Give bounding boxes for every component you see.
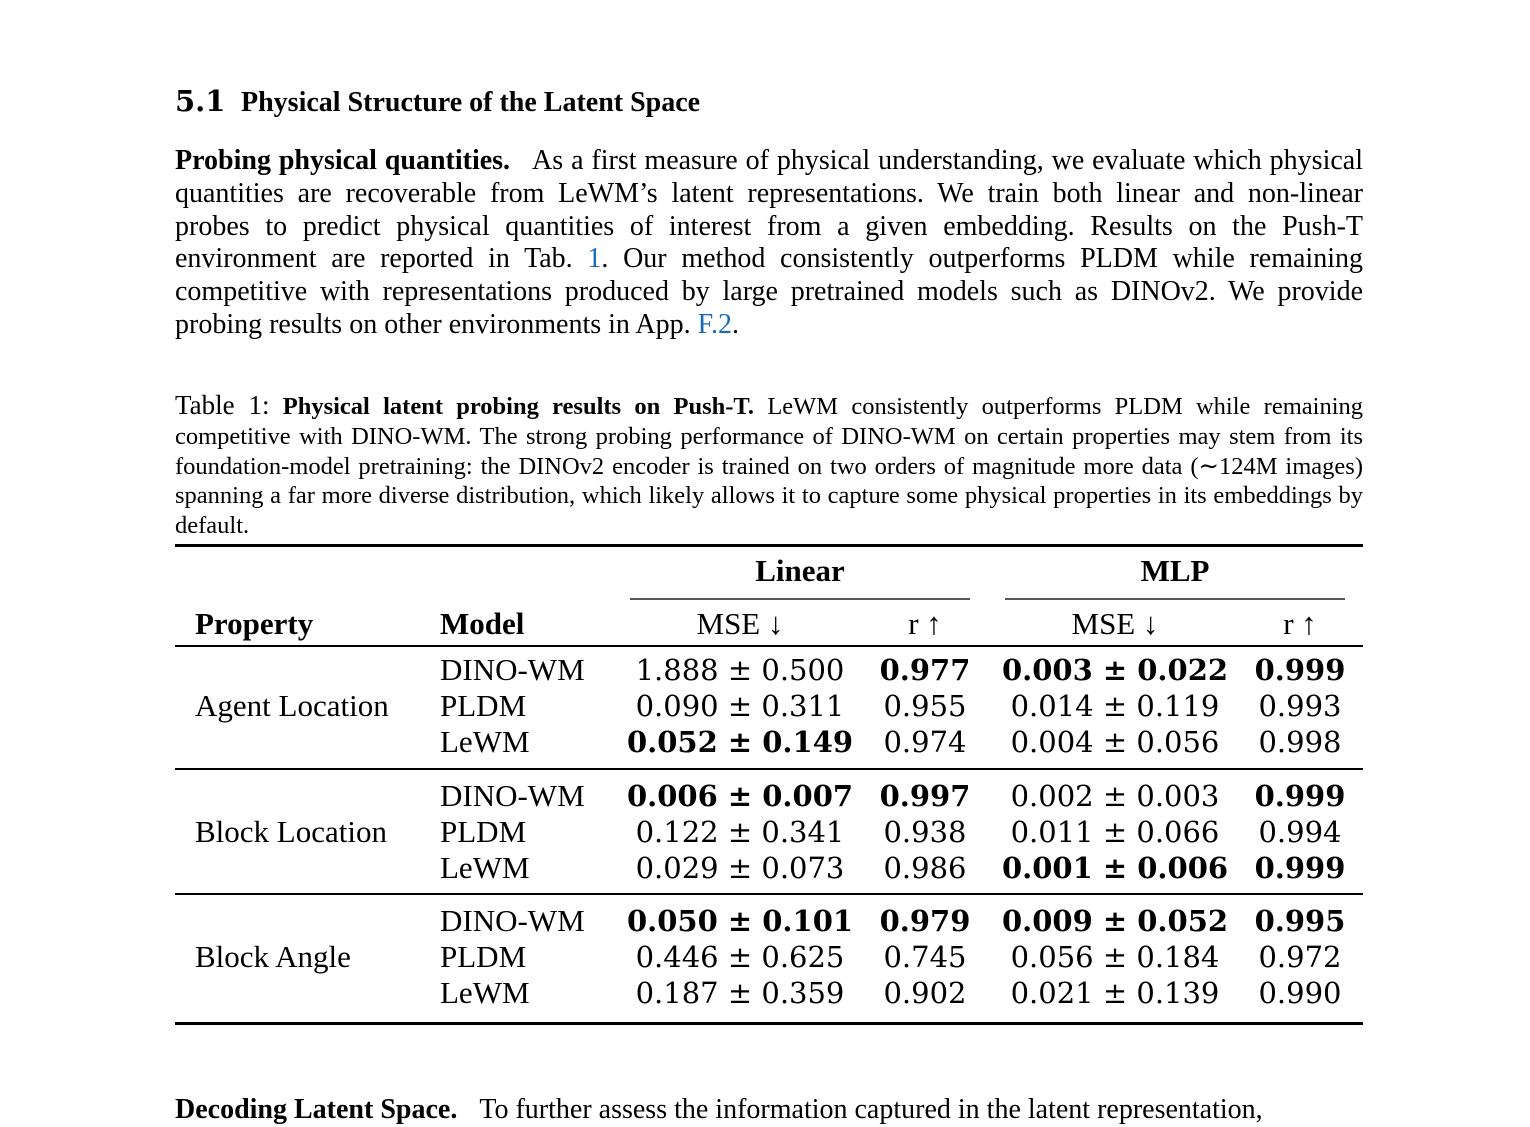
lin-r-cell: 0.902 (883, 976, 967, 1010)
caption-label: Table 1: (175, 390, 270, 420)
table-bottom-rule (175, 1022, 1363, 1025)
mlp-r-cell: 0.999 (1254, 653, 1346, 687)
mlp-mse-cell: 0.021 ± 0.139 (1010, 976, 1220, 1010)
lin-r-cell: 0.974 (883, 725, 967, 759)
model-cell: PLDM (440, 688, 527, 723)
mlp-mse-cell: 0.004 ± 0.056 (1010, 725, 1220, 759)
table-ref-link[interactable]: 1 (587, 243, 602, 275)
paragraph-text: To further assess the information captured in the latent representation, (479, 1094, 1263, 1125)
paragraph-lead: Probing physical quantities. (175, 145, 511, 176)
mlp-r-cell: 0.994 (1258, 815, 1342, 849)
table-top-rule (175, 544, 1363, 547)
linear-cmidrule (630, 598, 970, 600)
mlp-mse-cell: 0.056 ± 0.184 (1010, 940, 1220, 974)
results-table (175, 544, 1363, 1027)
lin-mse-cell: 0.050 ± 0.101 (626, 904, 854, 938)
paragraph-probing (175, 145, 1363, 342)
mlp-cmidrule (1005, 598, 1345, 600)
model-cell: LeWM (440, 975, 530, 1010)
header-group-mlp: MLP (1140, 553, 1210, 588)
mlp-r-cell: 0.998 (1258, 725, 1342, 759)
property-cell: Block Angle (195, 939, 351, 974)
header-mlp-r: r ↑ (1283, 606, 1317, 641)
mlp-mse-cell: 0.002 ± 0.003 (1010, 779, 1220, 813)
model-cell: PLDM (440, 939, 527, 974)
mlp-r-cell: 0.993 (1258, 689, 1342, 723)
property-cell: Agent Location (195, 688, 389, 723)
property-cell: Block Location (195, 814, 387, 849)
mlp-r-cell: 0.999 (1254, 779, 1346, 813)
table-caption (175, 391, 1363, 541)
lin-mse-cell: 0.006 ± 0.007 (626, 779, 854, 813)
lin-r-cell: 0.977 (879, 653, 971, 687)
lin-r-cell: 0.745 (883, 940, 967, 974)
paragraph-text: As a first measure of physical understanding, we evaluate which physical quantities are recoverable from LeWM’s latent representations. We train both linear and non-linear probes to predict physical quantities of interest from a given embedding. Results on the Push-T environment are reported in Tab. (175, 145, 1363, 275)
lin-mse-cell: 0.446 ± 0.625 (635, 940, 845, 974)
appendix-ref-link[interactable]: F.2 (697, 308, 732, 340)
header-linear-r: r ↑ (908, 606, 942, 641)
lin-r-cell: 0.997 (879, 779, 971, 813)
model-cell: DINO-WM (440, 652, 585, 687)
lin-mse-cell: 0.090 ± 0.311 (635, 689, 845, 723)
lin-r-cell: 0.955 (883, 689, 967, 723)
group-separator-rule (175, 768, 1363, 770)
caption-title: Physical latent probing results on Push-T. (282, 393, 755, 420)
section-title: Physical Structure of the Latent Space (241, 87, 701, 118)
lin-mse-cell: 0.122 ± 0.341 (635, 815, 845, 849)
model-cell: DINO-WM (440, 903, 585, 938)
lin-r-cell: 0.979 (879, 904, 971, 938)
header-group-linear: Linear (755, 553, 845, 588)
paragraph-lead: Decoding Latent Space. (175, 1094, 458, 1125)
caption-text: LeWM consistently outperforms PLDM while remaining competitive with DINO-WM. The strong probing performance of DINO-WM on certain properties may stem from its foundation-model pretraining: the DINOv2 encoder is trained on two orders of magnitude more data (∼124M images) spanning a far more diverse distribution, which likely allows it to capture some physical properties in its embeddings by default. (175, 393, 1364, 540)
header-model: Model (440, 606, 525, 641)
mlp-mse-cell: 0.001 ± 0.006 (1001, 851, 1229, 885)
mlp-r-cell: 0.990 (1258, 976, 1342, 1010)
group-separator-rule (175, 893, 1363, 895)
model-cell: DINO-WM (440, 778, 585, 813)
mlp-r-cell: 0.972 (1258, 940, 1342, 974)
section-number: 5.1 (175, 84, 226, 118)
model-cell: LeWM (440, 850, 530, 885)
paragraph-text: . Our method consistently outperforms PLDM while remaining competitive with representations produced by large pretrained models such as DINOv2. We provide probing results on other environments in App. (175, 243, 1363, 340)
header-mlp-mse: MSE ↓ (1071, 606, 1159, 641)
lin-r-cell: 0.986 (883, 851, 967, 885)
header-linear-mse: MSE ↓ (696, 606, 784, 641)
paragraph-decoding (175, 1094, 1363, 1127)
mlp-mse-cell: 0.014 ± 0.119 (1010, 689, 1220, 723)
mlp-r-cell: 0.995 (1254, 904, 1346, 938)
lin-r-cell: 0.938 (883, 815, 967, 849)
lin-mse-cell: 0.187 ± 0.359 (635, 976, 845, 1010)
lin-mse-cell: 0.052 ± 0.149 (626, 725, 854, 759)
header-property: Property (195, 606, 314, 641)
mlp-mse-cell: 0.003 ± 0.022 (1001, 653, 1229, 687)
lin-mse-cell: 1.888 ± 0.500 (635, 653, 845, 687)
table-header-rule (175, 645, 1363, 647)
model-cell: LeWM (440, 724, 530, 759)
mlp-r-cell: 0.999 (1254, 851, 1346, 885)
lin-mse-cell: 0.029 ± 0.073 (635, 851, 845, 885)
model-cell: PLDM (440, 814, 527, 849)
mlp-mse-cell: 0.009 ± 0.052 (1001, 904, 1229, 938)
section-heading (175, 84, 700, 119)
paragraph-text: . (731, 308, 739, 340)
mlp-mse-cell: 0.011 ± 0.066 (1010, 815, 1220, 849)
